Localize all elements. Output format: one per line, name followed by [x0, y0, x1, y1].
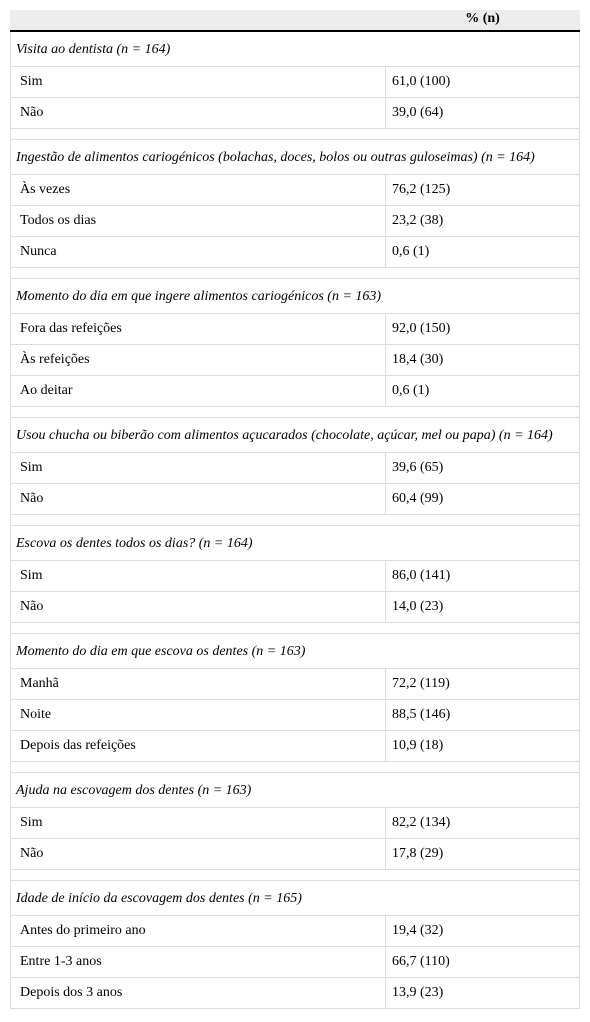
row-value: 0,6 (1) [392, 244, 430, 259]
row-value: 86,0 (141) [392, 568, 451, 583]
section-spacer [10, 623, 580, 634]
row-value: 92,0 (150) [392, 321, 451, 336]
row-label: Não [11, 839, 386, 869]
table-row [11, 98, 579, 128]
row-label: Todos os dias [11, 206, 386, 236]
table-section [10, 634, 580, 762]
table-section [10, 418, 580, 515]
table-row [11, 947, 579, 978]
section-title: Momento do dia em que ingere alimentos cariogénicos (n = 163) [11, 279, 579, 314]
row-label: Sim [11, 808, 386, 838]
row-value: 0,6 (1) [392, 383, 430, 398]
table-row [11, 731, 579, 761]
table-row [11, 916, 579, 947]
table-row [11, 67, 579, 98]
table-row [11, 700, 579, 731]
row-value: 19,4 (32) [392, 923, 444, 938]
row-value: 61,0 (100) [392, 74, 451, 89]
row-label: Sim [11, 67, 386, 97]
row-value: 23,2 (38) [392, 213, 444, 228]
row-label: Não [11, 484, 386, 514]
section-title: Ingestão de alimentos cariogénicos (bolachas, doces, bolos ou outras guloseimas) (n = 164) [11, 140, 579, 175]
row-value: 10,9 (18) [392, 738, 444, 753]
section-title: Ajuda na escovagem dos dentes (n = 163) [11, 773, 579, 808]
table-section [10, 881, 580, 1009]
section-spacer [10, 268, 580, 279]
table-section [10, 279, 580, 407]
row-label: Sim [11, 561, 386, 591]
row-value: 72,2 (119) [392, 676, 450, 691]
row-label: Noite [11, 700, 386, 730]
row-label: Não [11, 592, 386, 622]
row-value: 66,7 (110) [392, 954, 450, 969]
table-row [11, 808, 579, 839]
table-row [11, 484, 579, 514]
table-section [10, 32, 580, 129]
section-spacer [10, 870, 580, 881]
table-body [10, 32, 580, 1009]
row-label: Não [11, 98, 386, 128]
table-row [11, 978, 579, 1008]
table-row [11, 206, 579, 237]
table-row [11, 592, 579, 622]
table-row [11, 839, 579, 869]
row-label: Depois das refeições [11, 731, 386, 761]
row-value: 60,4 (99) [392, 491, 444, 506]
table-row [11, 175, 579, 206]
row-label: Manhã [11, 669, 386, 699]
header-percent-n: % (n) [465, 11, 500, 26]
row-label: Sim [11, 453, 386, 483]
section-title: Momento do dia em que escova os dentes (n = 163) [11, 634, 579, 669]
table-section [10, 526, 580, 623]
row-label: Fora das refeições [11, 314, 386, 344]
section-title: Idade de início da escovagem dos dentes (n = 165) [11, 881, 579, 916]
row-value: 88,5 (146) [392, 707, 451, 722]
section-spacer [10, 407, 580, 418]
section-spacer [10, 129, 580, 140]
row-label: Ao deitar [11, 376, 386, 406]
row-value: 17,8 (29) [392, 846, 444, 861]
table-row [11, 345, 579, 376]
row-label: Depois dos 3 anos [11, 978, 386, 1008]
row-value: 18,4 (30) [392, 352, 444, 367]
row-value: 14,0 (23) [392, 599, 444, 614]
table-row [11, 376, 579, 406]
table-header [10, 10, 580, 32]
row-value: 82,2 (134) [392, 815, 451, 830]
table-row [11, 561, 579, 592]
section-title: Escova os dentes todos os dias? (n = 164) [11, 526, 579, 561]
row-value: 76,2 (125) [392, 182, 451, 197]
row-label: Às refeições [11, 345, 386, 375]
table-row [11, 453, 579, 484]
table-row [11, 669, 579, 700]
row-label: Nunca [11, 237, 386, 267]
section-spacer [10, 515, 580, 526]
row-value: 39,0 (64) [392, 105, 444, 120]
row-label: Entre 1-3 anos [11, 947, 386, 977]
section-spacer [10, 762, 580, 773]
row-value: 39,6 (65) [392, 460, 444, 475]
table-section [10, 773, 580, 870]
table-row [11, 237, 579, 267]
data-table [10, 10, 580, 1009]
table-section [10, 140, 580, 268]
section-title: Usou chucha ou biberão com alimentos açucarados (chocolate, açúcar, mel ou papa) (n = 164) [11, 418, 579, 453]
section-title: Visita ao dentista (n = 164) [11, 32, 579, 67]
table-row [11, 314, 579, 345]
row-value: 13,9 (23) [392, 985, 444, 1000]
row-label: Antes do primeiro ano [11, 916, 386, 946]
row-label: Às vezes [11, 175, 386, 205]
